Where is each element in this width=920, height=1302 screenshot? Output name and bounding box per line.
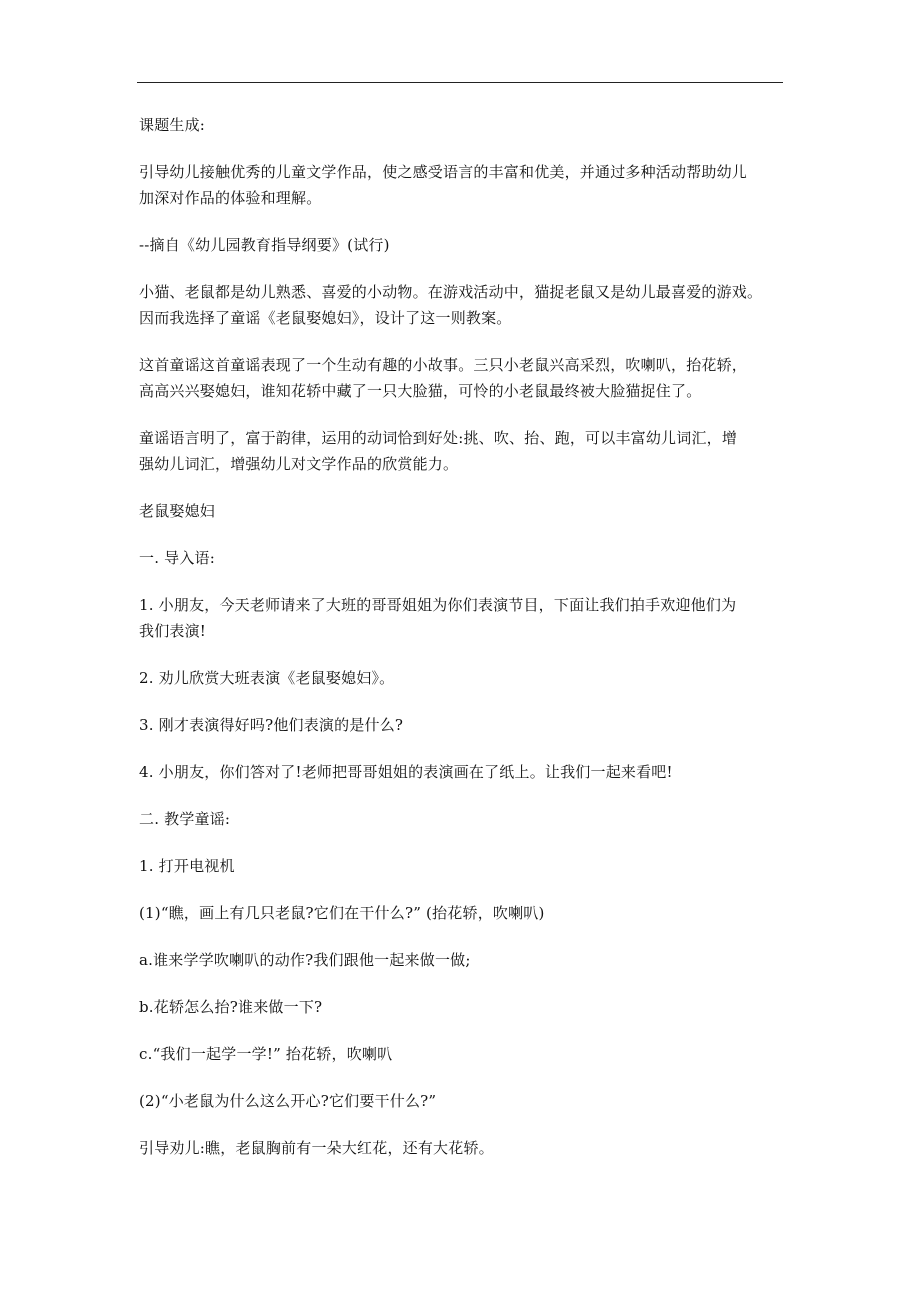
paragraph <box>139 759 785 785</box>
paragraph <box>139 279 785 331</box>
text-line: (2)“小老鼠为什么这么开心?它们要干什么?” <box>139 1092 437 1110</box>
text-line: 童谣语言明了，富于韵律，运用的动词恰到好处:挑、吹、抬、跑，可以丰富幼儿词汇，增 <box>139 429 738 447</box>
paragraph <box>139 592 785 644</box>
text-line: 4. 小朋友，你们答对了!老师把哥哥姐姐的表演画在了纸上。让我们一起来看吧! <box>139 763 673 781</box>
text-line: c.“我们一起学一学!” 抬花轿，吹喇叭 <box>139 1045 393 1063</box>
text-line: 1. 小朋友，今天老师请来了大班的哥哥姐姐为你们表演节目，下面让我们拍手欢迎他们为 <box>139 596 737 614</box>
text-line: 二. 教学童谣: <box>139 810 231 828</box>
text-line: 引导劝儿:瞧，老鼠胸前有一朵大红花，还有大花轿。 <box>139 1139 494 1157</box>
paragraph <box>139 900 785 926</box>
text-line: 一. 导入语: <box>139 549 215 567</box>
paragraph <box>139 159 785 211</box>
text-line: 这首童谣这首童谣表现了一个生动有趣的小故事。三只小老鼠兴高采烈，吹喇叭，抬花轿， <box>139 356 748 374</box>
text-line: b.花轿怎么抬?谁来做一下? <box>139 998 323 1016</box>
text-line: a.谁来学学吹喇叭的动作?我们跟他一起来做一做; <box>139 951 471 969</box>
header-rule <box>137 82 783 83</box>
text-line: 加深对作品的体验和理解。 <box>139 189 322 207</box>
text-line: 课题生成: <box>139 116 206 134</box>
paragraph <box>139 665 785 691</box>
text-line: 1. 打开电视机 <box>139 857 235 875</box>
paragraph <box>139 545 785 571</box>
text-line: (1)“瞧，画上有几只老鼠?它们在干什么?” (抬花轿，吹喇叭) <box>139 904 545 922</box>
text-line: 强幼儿词汇，增强幼儿对文学作品的欣赏能力。 <box>139 455 459 473</box>
text-line: 引导幼儿接触优秀的儿童文学作品，使之感受语言的丰富和优美，并通过多种活动帮助幼儿 <box>139 163 748 181</box>
paragraph <box>139 498 785 524</box>
paragraph <box>139 1135 785 1161</box>
paragraph <box>139 853 785 879</box>
paragraph <box>139 112 785 138</box>
text-line: 3. 刚才表演得好吗?他们表演的是什么? <box>139 716 404 734</box>
paragraph <box>139 712 785 738</box>
paragraph <box>139 232 785 258</box>
paragraph <box>139 994 785 1020</box>
text-line: 因而我选择了童谣《老鼠娶媳妇》，设计了这一则教案。 <box>139 309 512 327</box>
text-line: 小猫、老鼠都是幼儿熟悉、喜爱的小动物。在游戏活动中，猫捉老鼠又是幼儿最喜爱的游戏。 <box>139 283 763 301</box>
document-body <box>139 112 785 1182</box>
paragraph <box>139 1041 785 1067</box>
text-line: 2. 劝儿欣赏大班表演《老鼠娶媳妇》。 <box>139 669 395 687</box>
text-line: --摘自《幼儿园教育指导纲要》(试行) <box>139 236 390 254</box>
text-line: 高高兴兴娶媳妇，谁知花轿中藏了一只大脸猫，可怜的小老鼠最终被大脸猫捉住了。 <box>139 382 702 400</box>
paragraph <box>139 806 785 832</box>
paragraph <box>139 1088 785 1114</box>
text-line: 我们表演! <box>139 622 207 640</box>
paragraph <box>139 947 785 973</box>
paragraph <box>139 352 785 404</box>
text-line: 老鼠娶媳妇 <box>139 502 216 520</box>
paragraph <box>139 425 785 477</box>
